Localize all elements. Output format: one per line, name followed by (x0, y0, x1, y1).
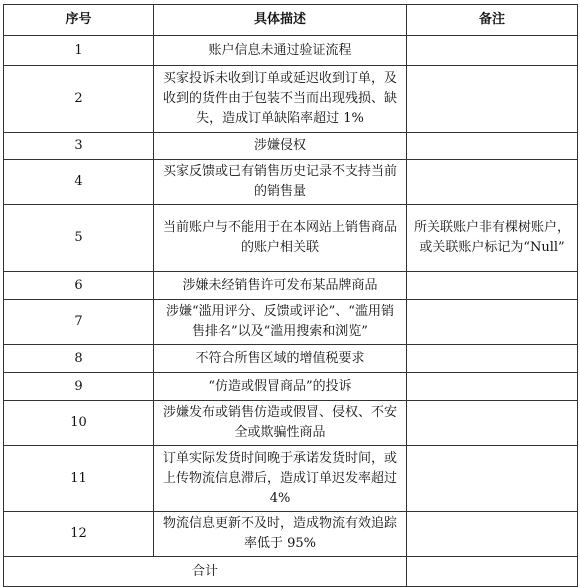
row-remarks (407, 160, 578, 205)
row-description: 涉嫌侵权 (154, 133, 407, 160)
table-row (4, 512, 578, 557)
row-number: 12 (4, 512, 154, 557)
row-remarks (407, 66, 578, 133)
row-remarks (407, 401, 578, 446)
table-row (4, 133, 578, 160)
total-label: 合计 (4, 557, 407, 587)
row-remarks (407, 512, 578, 557)
header-description: 具体描述 (154, 5, 407, 36)
row-description: 涉嫌未经销售许可发布某品牌商品 (154, 272, 407, 300)
row-number: 3 (4, 133, 154, 160)
table-row (4, 205, 578, 272)
row-number: 1 (4, 36, 154, 66)
row-remarks (407, 133, 578, 160)
row-number: 11 (4, 446, 154, 512)
header-remarks: 备注 (407, 5, 578, 36)
table-row (4, 66, 578, 133)
table-row (4, 272, 578, 300)
row-number: 5 (4, 205, 154, 272)
row-remarks (407, 272, 578, 300)
row-remarks (407, 345, 578, 373)
total-remarks (407, 557, 578, 587)
table-row (4, 401, 578, 446)
table-row (4, 36, 578, 66)
row-number: 7 (4, 300, 154, 345)
row-description: 当前账户与不能用于在本网站上销售商品的账户相关联 (154, 205, 407, 272)
row-description: 账户信息未通过验证流程 (154, 36, 407, 66)
row-description: 不符合所售区域的增值税要求 (154, 345, 407, 373)
row-description: 涉嫌发布或销售仿造或假冒、侵权、不安全或欺骗性商品 (154, 401, 407, 446)
row-description: 买家反馈或已有销售历史记录不支持当前的销售量 (154, 160, 407, 205)
row-number: 9 (4, 373, 154, 401)
table-row (4, 300, 578, 345)
row-number: 10 (4, 401, 154, 446)
table-row (4, 373, 578, 401)
total-row (4, 557, 578, 587)
row-remarks (407, 300, 578, 345)
table-row (4, 160, 578, 205)
row-remarks (407, 446, 578, 512)
row-description: “仿造或假冒商品”的投诉 (154, 373, 407, 401)
row-number: 4 (4, 160, 154, 205)
table-row (4, 446, 578, 512)
row-description: 物流信息更新不及时，造成物流有效追踪率低于 95% (154, 512, 407, 557)
header-number: 序号 (4, 5, 154, 36)
row-remarks (407, 373, 578, 401)
row-description: 涉嫌“滥用评分、反馈或评论”、“滥用销售排名”以及“滥用搜索和浏览” (154, 300, 407, 345)
row-description: 买家投诉未收到订单或延迟收到订单，及收到的货件由于包装不当而出现残损、缺失，造成订单缺陷率超过 1% (154, 66, 407, 133)
row-number: 2 (4, 66, 154, 133)
data-table (3, 4, 578, 587)
table-row (4, 345, 578, 373)
row-description: 订单实际发货时间晚于承诺发货时间，或上传物流信息滞后，造成订单迟发率超过 4% (154, 446, 407, 512)
row-number: 6 (4, 272, 154, 300)
row-remarks: 所关联账户非有棵树账户，或关联账户标记为“Null” (407, 205, 578, 272)
row-number: 8 (4, 345, 154, 373)
header-row (4, 5, 578, 36)
row-remarks (407, 36, 578, 66)
